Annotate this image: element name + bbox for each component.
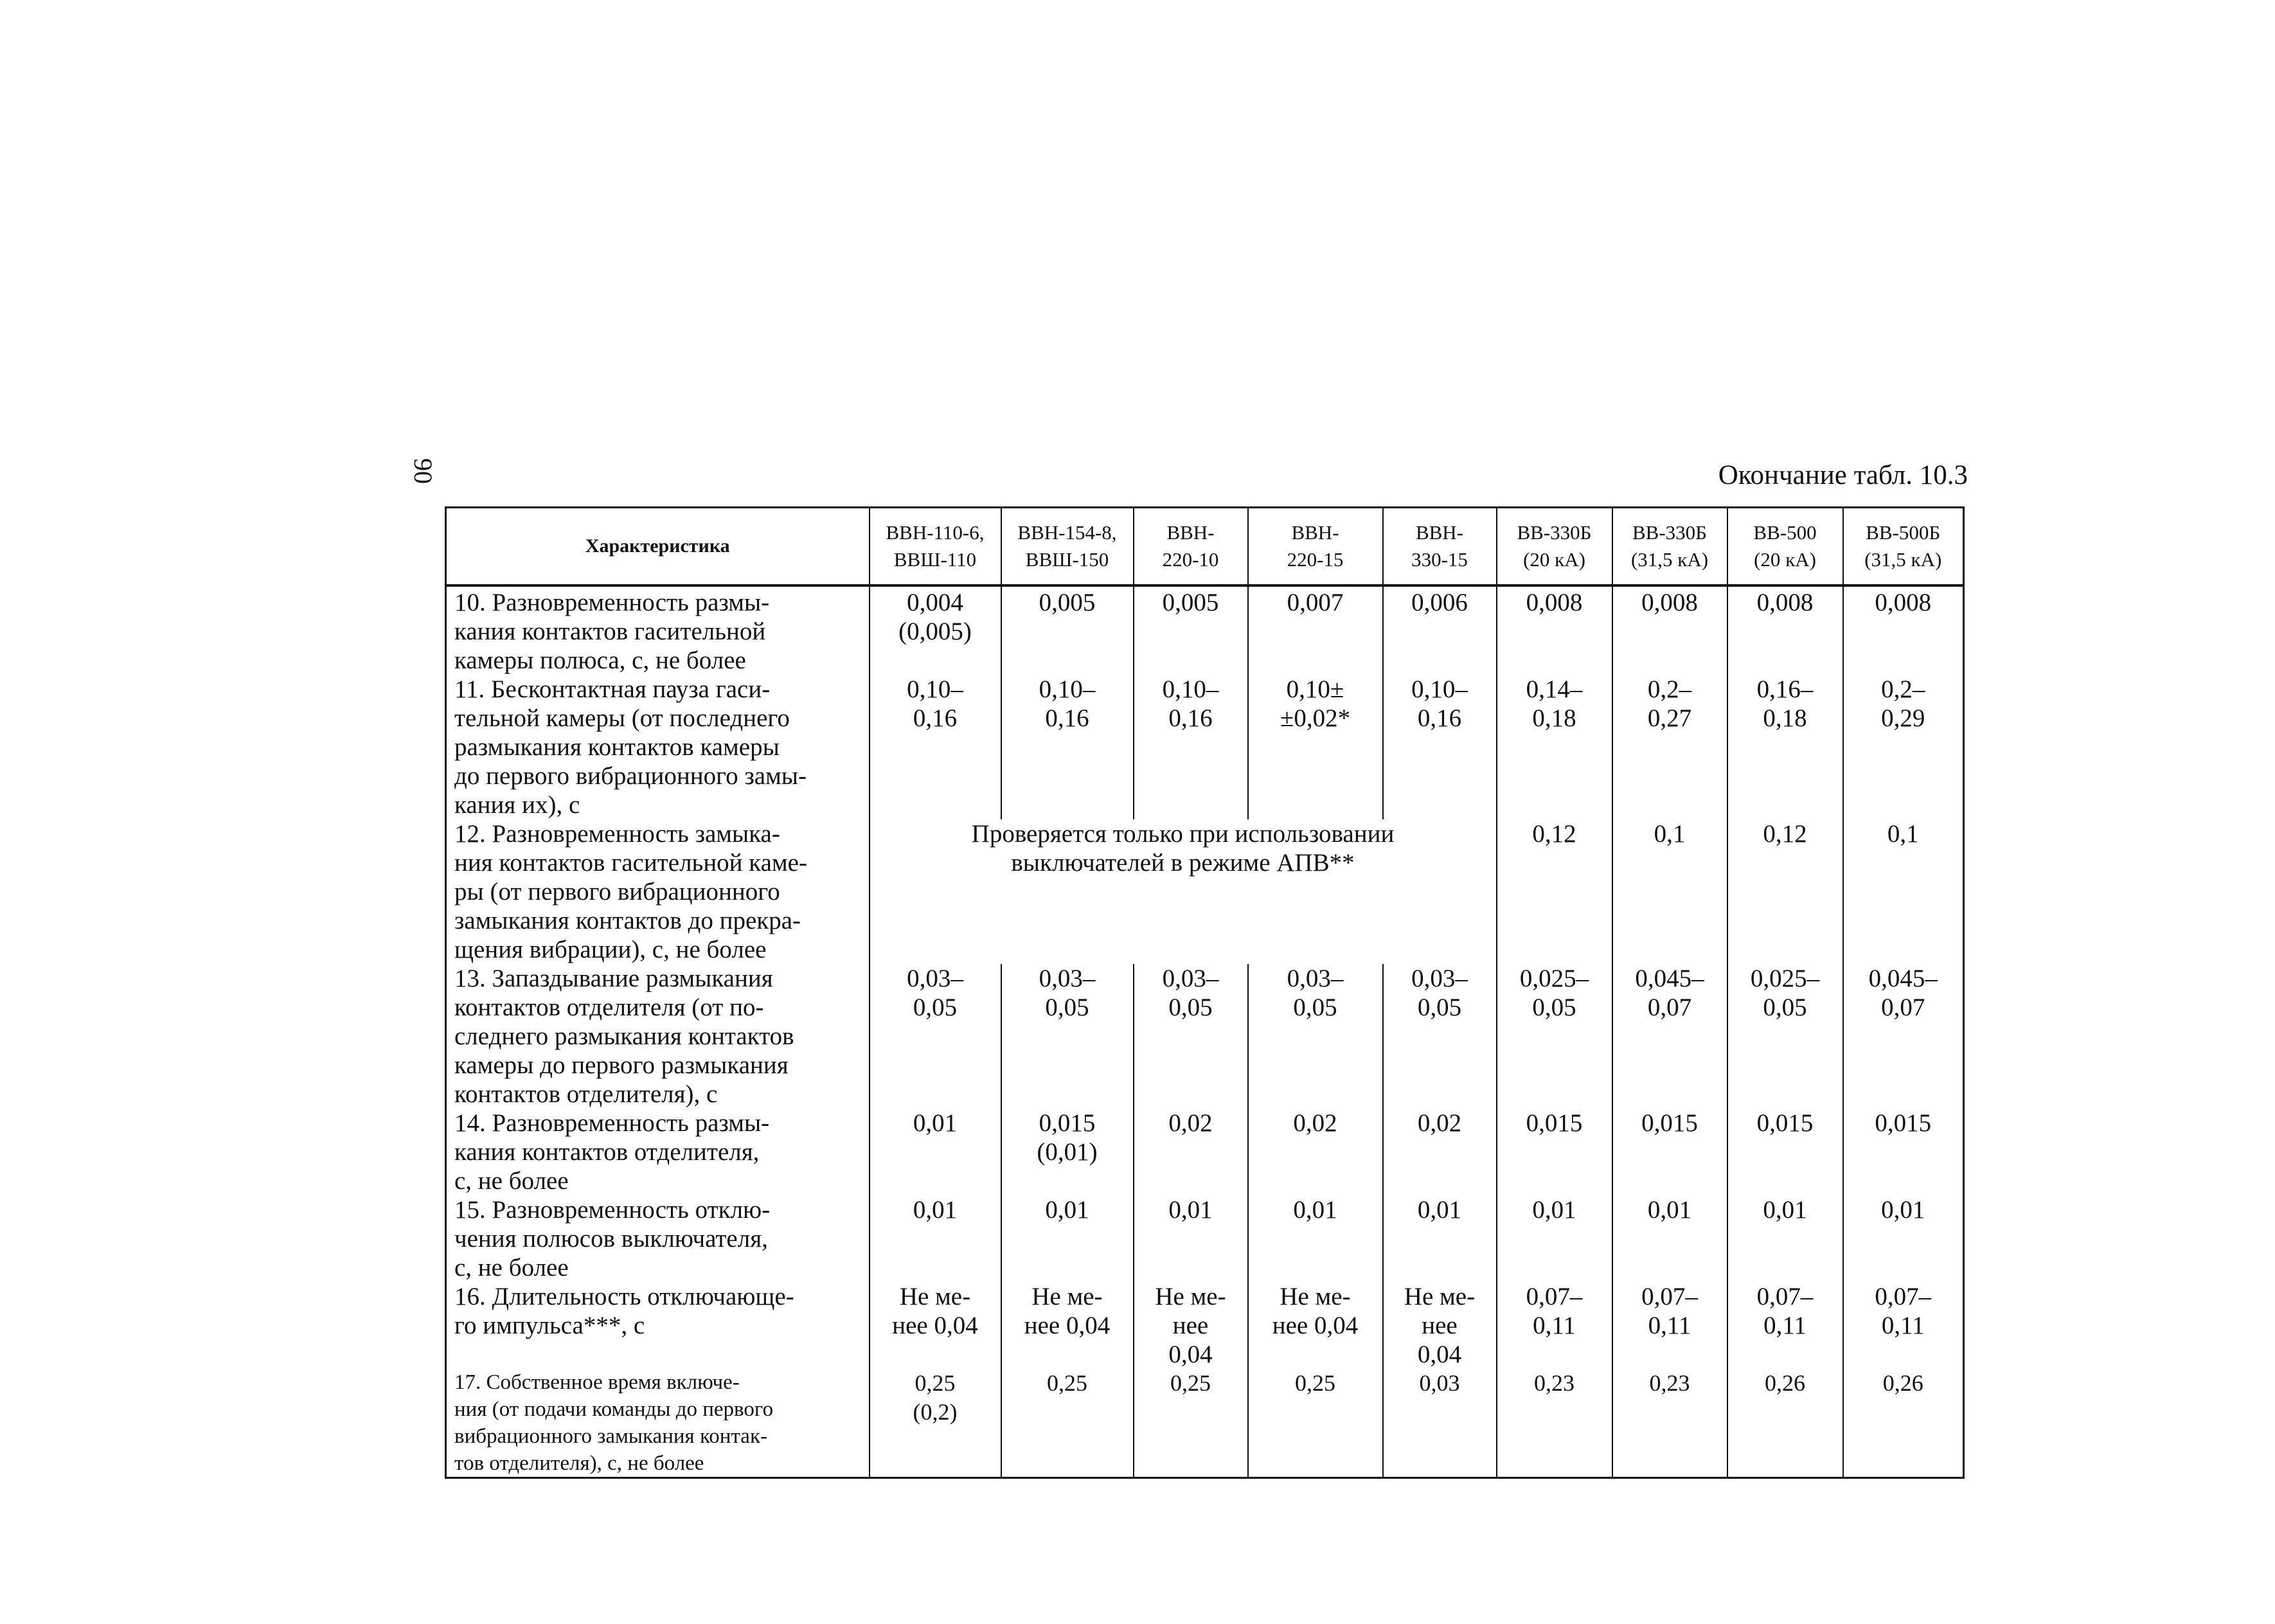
table-cell: 0,015: [1497, 1109, 1612, 1195]
column-header-model: ВВН-154-8, ВВШ-150: [1001, 508, 1134, 586]
table-cell: 0,10– 0,16: [1134, 675, 1248, 819]
table-cell: 0,015: [1843, 1109, 1964, 1195]
table-cell: 0,005: [1001, 585, 1134, 675]
table-cell: 0,1: [1843, 819, 1964, 964]
column-header-model: ВВН- 330-15: [1383, 508, 1497, 586]
column-header-model: ВВ-500 (20 кА): [1727, 508, 1843, 586]
table-cell: 0,07– 0,11: [1843, 1282, 1964, 1369]
table-row: [446, 1195, 1964, 1282]
table-cell: 0,008: [1727, 585, 1843, 675]
table-cell: Не ме- нее 0,04: [870, 1282, 1001, 1369]
table-cell: 0,12: [1497, 819, 1612, 964]
table-cell: 0,14– 0,18: [1497, 675, 1612, 819]
column-header-model: ВВН- 220-15: [1248, 508, 1383, 586]
table-row: [446, 964, 1964, 1109]
table-cell: 0,2– 0,27: [1612, 675, 1727, 819]
table-cell: 0,23: [1612, 1369, 1727, 1478]
table-cell: 0,03– 0,05: [1248, 964, 1383, 1109]
table-cell: 0,004 (0,005): [870, 585, 1001, 675]
table-cell: 0,12: [1727, 819, 1843, 964]
merged-note-cell: Проверяется только при использовании выключателей в режиме АПВ**: [870, 819, 1497, 964]
row-label: 13. Запаздывание размыкания контактов отделителя (от по- следнего размыкания контактов камеры до первого размыкания контактов отделителя), с: [446, 964, 870, 1109]
row-label: 10. Разновременность размы- кания контактов гасительной камеры полюса, с, не более: [446, 585, 870, 675]
row-label: 12. Разновременность замыка- ния контактов гасительной каме- ры (от первого вибрационного замыкания контактов до прекра- щения вибрации), с, не более: [446, 819, 870, 964]
table-cell: 0,10± ±0,02*: [1248, 675, 1383, 819]
table-row: [446, 1369, 1964, 1478]
table-cell: 0,01: [1134, 1195, 1248, 1282]
header-row: [446, 508, 1964, 586]
row-label: 14. Разновременность размы- кания контактов отделителя, с, не более: [446, 1109, 870, 1195]
table-cell: 0,2– 0,29: [1843, 675, 1964, 819]
table-cell: 0,03– 0,05: [1134, 964, 1248, 1109]
table-cell: 0,01: [1383, 1195, 1497, 1282]
table-row: [446, 1282, 1964, 1369]
table-cell: 0,006: [1383, 585, 1497, 675]
table-cell: 0,008: [1843, 585, 1964, 675]
table-cell: 0,01: [870, 1195, 1001, 1282]
table-cell: 0,01: [1248, 1195, 1383, 1282]
row-label: 15. Разновременность отклю- чения полюсов выключателя, с, не более: [446, 1195, 870, 1282]
table-cell: 0,01: [1001, 1195, 1134, 1282]
table-row: [446, 819, 1964, 964]
table-row: [446, 1109, 1964, 1195]
row-label: 11. Бесконтактная пауза гаси- тельной камеры (от последнего размыкания контактов камеры до первого вибрационного замы- кания их), с: [446, 675, 870, 819]
table-cell: 0,23: [1497, 1369, 1612, 1478]
table-cell: 0,25: [1134, 1369, 1248, 1478]
table-cell: 0,015: [1612, 1109, 1727, 1195]
column-header-model: ВВ-330Б (31,5 кА): [1612, 508, 1727, 586]
table-cell: 0,025– 0,05: [1497, 964, 1612, 1109]
data-table: [445, 506, 1965, 1479]
table-cell: 0,10– 0,16: [1001, 675, 1134, 819]
table-cell: 0,25 (0,2): [870, 1369, 1001, 1478]
table-cell: 0,01: [870, 1109, 1001, 1195]
column-header-model: ВВН-110-6, ВВШ-110: [870, 508, 1001, 586]
table-cell: 0,02: [1134, 1109, 1248, 1195]
table-row: [446, 585, 1964, 675]
table-row: [446, 675, 1964, 819]
table-cell: 0,03: [1383, 1369, 1497, 1478]
table-cell: 0,03– 0,05: [1383, 964, 1497, 1109]
table-cell: 0,1: [1612, 819, 1727, 964]
table-caption: Окончание табл. 10.3: [1718, 460, 1968, 490]
table-cell: Не ме- нее 0,04: [1001, 1282, 1134, 1369]
table-cell: 0,02: [1248, 1109, 1383, 1195]
table-cell: 0,07– 0,11: [1727, 1282, 1843, 1369]
table-cell: 0,07– 0,11: [1497, 1282, 1612, 1369]
page-number: 90: [409, 458, 438, 484]
table-cell: 0,02: [1383, 1109, 1497, 1195]
table-cell: 0,01: [1727, 1195, 1843, 1282]
table-cell: 0,03– 0,05: [1001, 964, 1134, 1109]
table-cell: Не ме- нее 0,04: [1134, 1282, 1248, 1369]
table-cell: Не ме- нее 0,04: [1248, 1282, 1383, 1369]
table-cell: 0,025– 0,05: [1727, 964, 1843, 1109]
table-cell: 0,26: [1843, 1369, 1964, 1478]
table-cell: 0,015 (0,01): [1001, 1109, 1134, 1195]
column-header-model: ВВ-500Б (31,5 кА): [1843, 508, 1964, 586]
column-header-model: ВВ-330Б (20 кА): [1497, 508, 1612, 586]
table-cell: 0,25: [1001, 1369, 1134, 1478]
column-header-characteristic: Характеристика: [446, 508, 870, 586]
table-cell: 0,008: [1497, 585, 1612, 675]
table-cell: 0,01: [1843, 1195, 1964, 1282]
table-cell: 0,007: [1248, 585, 1383, 675]
table-cell: 0,10– 0,16: [1383, 675, 1497, 819]
table-cell: 0,01: [1612, 1195, 1727, 1282]
table-cell: 0,25: [1248, 1369, 1383, 1478]
table-cell: Не ме- нее 0,04: [1383, 1282, 1497, 1369]
table-cell: 0,16– 0,18: [1727, 675, 1843, 819]
table-cell: 0,015: [1727, 1109, 1843, 1195]
table-cell: 0,045– 0,07: [1612, 964, 1727, 1109]
table-cell: 0,03– 0,05: [870, 964, 1001, 1109]
row-label: 17. Собственное время включе- ния (от подачи команды до первого вибрационного замыкания контак- тов отделителя), с, не более: [446, 1369, 870, 1478]
column-header-model: ВВН- 220-10: [1134, 508, 1248, 586]
table-cell: 0,26: [1727, 1369, 1843, 1478]
row-label: 16. Длительность отключающе- го импульса***, с: [446, 1282, 870, 1369]
table-body: [446, 585, 1964, 1478]
table-cell: 0,008: [1612, 585, 1727, 675]
table-cell: 0,10– 0,16: [870, 675, 1001, 819]
table-cell: 0,005: [1134, 585, 1248, 675]
table-cell: 0,07– 0,11: [1612, 1282, 1727, 1369]
table-cell: 0,045– 0,07: [1843, 964, 1964, 1109]
table-cell: 0,01: [1497, 1195, 1612, 1282]
